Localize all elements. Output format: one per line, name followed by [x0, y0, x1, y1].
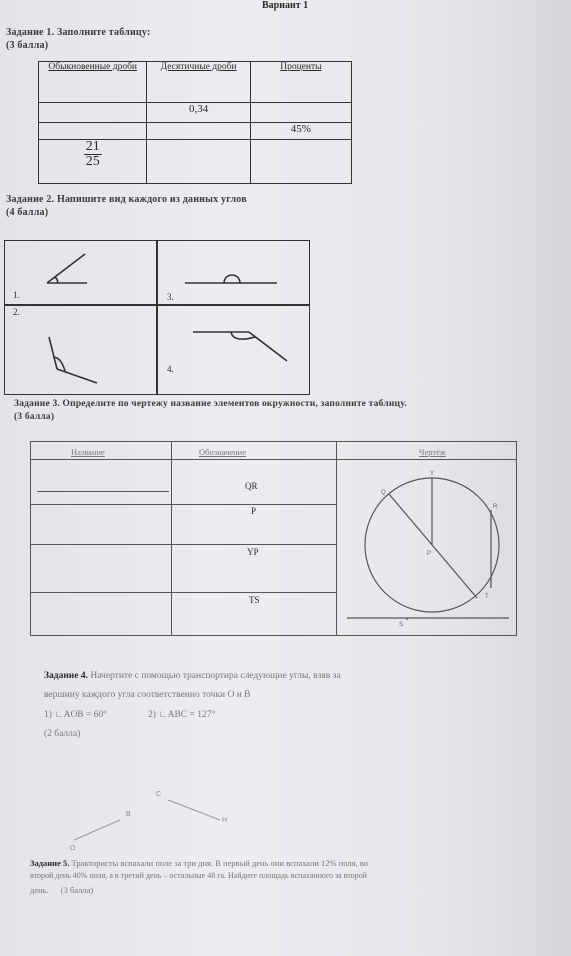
- angle-2-obtuse: [49, 337, 97, 383]
- table-cell[interactable]: [147, 123, 250, 140]
- task2-title: Задание 2. Напишите вид каждого из данных углов: [6, 194, 247, 205]
- table-cell[interactable]: [39, 103, 147, 123]
- task4-heading: [44, 670, 341, 682]
- table-header: Десятичные дроби: [160, 62, 237, 72]
- table-cell: 45%: [250, 123, 351, 140]
- task1-table: [38, 61, 352, 184]
- task4-text1: Начертите с помощью транспортира следующие углы, взяв за: [90, 671, 341, 681]
- table-row: [39, 103, 352, 123]
- fraction-denominator: 25: [85, 154, 100, 169]
- task3-points: (3 балла): [14, 412, 55, 422]
- grid-divider: [31, 504, 337, 505]
- task1-header-cell: [39, 62, 147, 103]
- task5-points: (3 балла): [60, 885, 94, 895]
- element-symbol: QR: [245, 481, 258, 491]
- circle-drawing: [337, 460, 516, 635]
- grid-divider: [171, 442, 172, 635]
- point-label: O: [70, 845, 76, 852]
- task3-title: Задание 3. Определите по чертежу название элементов окружности, заполните таблицу.: [14, 399, 407, 409]
- table-cell: 0,34: [147, 103, 250, 123]
- point-label: S: [399, 622, 404, 628]
- fraction: [84, 140, 102, 169]
- table-cell[interactable]: [250, 140, 351, 184]
- task5-text3-line: [30, 884, 93, 896]
- task5-text2: второй день 40% поля, а в третий день – остальные 48 га. Найдите площадь вспаханного за второй: [30, 871, 367, 880]
- task1-title: Задание 1. Заполните таблицу:: [6, 27, 151, 38]
- task1-points: (3 балла): [6, 40, 49, 51]
- grid-divider: [31, 544, 337, 545]
- point-label: C: [156, 791, 162, 798]
- task1-header-cell: [147, 62, 250, 103]
- angle-label-1: 1.: [13, 290, 20, 300]
- point-label: R: [493, 504, 498, 510]
- task5-title: Задание 5.: [30, 858, 70, 868]
- task4-points-drawing: [60, 780, 250, 860]
- element-symbol: P: [251, 506, 257, 516]
- angle-3-straight: [185, 275, 277, 283]
- task4-item2: 2) ∟ABC = 127°: [148, 710, 216, 720]
- point-label: T: [485, 594, 489, 600]
- task2-angle-grid: [4, 240, 310, 395]
- task5-text1: Трактористы вспахали поле за три дня. В первый день они вспахали 12% поля, во: [71, 858, 369, 868]
- point-label: Q: [381, 490, 386, 496]
- task3-table: [30, 441, 517, 636]
- table-header: Чертёж: [419, 447, 446, 457]
- table-header: Проценты: [280, 62, 322, 72]
- task4-title: Задание 4.: [44, 671, 88, 681]
- element-symbol: YP: [247, 547, 259, 557]
- task5-heading: [30, 857, 368, 869]
- answer-line[interactable]: [37, 491, 169, 492]
- angle-label-2: 2.: [13, 307, 20, 317]
- angle-1-acute: [47, 254, 87, 283]
- task5-text3: день.: [30, 885, 49, 895]
- point-label: H: [222, 817, 228, 824]
- point-label: Y: [430, 471, 435, 477]
- element-symbol: TS: [249, 595, 260, 605]
- table-row: [39, 123, 352, 140]
- angle-4-obtuse: [193, 332, 287, 361]
- task4-points: (2 балла): [44, 729, 81, 739]
- table-cell[interactable]: [250, 103, 351, 123]
- point-label: B: [126, 811, 131, 818]
- task4-text2: вершину каждого угла соответственно точки O и B: [44, 690, 251, 700]
- table-header: Название: [71, 447, 105, 457]
- grid-divider: [31, 592, 337, 593]
- table-header: Обыкновенные дроби: [48, 62, 137, 72]
- table-header: Обозначение: [199, 447, 246, 457]
- table-cell[interactable]: [39, 123, 147, 140]
- task1-header-cell: [250, 62, 351, 103]
- angle-label-3: 3.: [167, 292, 174, 302]
- angle-label-4: 4.: [167, 364, 174, 374]
- task2-points: (4 балла): [6, 207, 49, 218]
- variant-title: Вариант 1: [262, 0, 309, 11]
- table-cell: [39, 140, 147, 184]
- fraction-numerator: 21: [85, 139, 100, 154]
- point-label: P: [427, 551, 432, 557]
- table-cell[interactable]: [147, 140, 250, 184]
- task4-item1: 1) ∟AOB = 60°: [44, 710, 108, 720]
- angle-drawings: [5, 241, 309, 394]
- table-row: [39, 140, 352, 184]
